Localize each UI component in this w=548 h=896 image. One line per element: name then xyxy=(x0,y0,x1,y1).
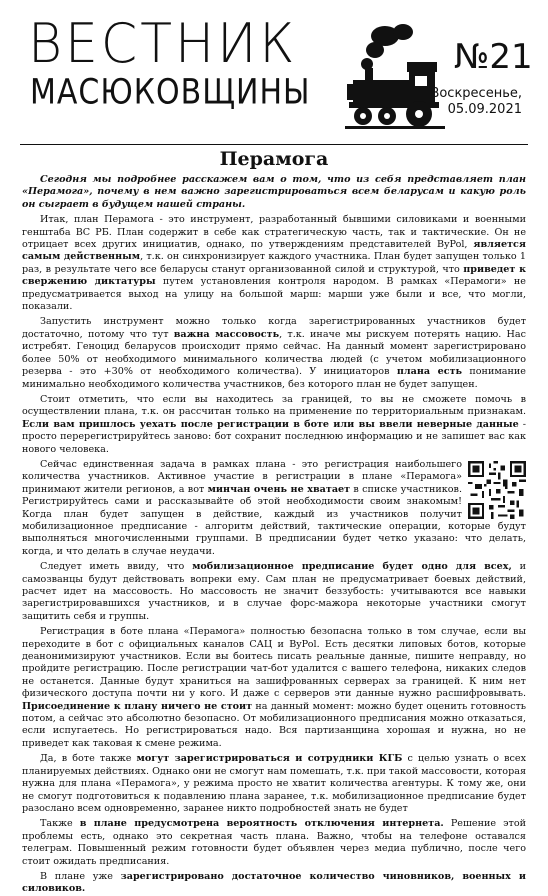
paragraph-8: Также в плане предусмотрена вероятность отключения интернета. Решение этой проблемы есть, однако это секретная часть плана. Важно, чтобы на телефоне оставался телеграм. Повышенный режим готовности будет объявлен через медиа публично, после чего стоит ожидать предписания. xyxy=(22,818,526,867)
newspaper-title-line2: МАСЮКОВЩИНЫ xyxy=(30,72,311,113)
paragraph-9: В плане уже зарегистрировано достаточное количество чиновников, военных и силовиков. xyxy=(22,870,526,895)
article-body xyxy=(22,174,527,895)
paragraph-5: Следует иметь ввиду, что мобилизационное предписание будет одно для всех, и самозванцы будут действовать вопреки ему. Сам план не предусматривает боевых действий, расчет идет на массовость. Но массовость не значит беззубость: учитываются все навыки зарегистрировавшихся участников, и в случае форс-мажора некоторые участники смогут защитить себя и группы. xyxy=(22,561,526,622)
steam-locomotive-icon xyxy=(345,22,445,130)
newspaper-title-line1: ВЕСТНИК xyxy=(28,12,298,76)
paragraph-2: Запустить инструмент можно только когда зарегистрированных участников будет достаточно, потому что тут важна массовость, т.к. иначе мы рискуем потерять нацию. Нас истребят. Геноцид беларусов происходит прямо сейчас. На данный момент зарегистрировано более 50% от необходимого минимального количества людей (с учетом мобилизационного резерва - это +30% от необходимого количества). У инициаторов плана есть понимание минимально необходимого количества участников, без которого план не будет запущен. xyxy=(22,316,526,390)
paragraph-6: Регистрация в боте плана «Перамога» полностью безопасна только в том случае, если вы переходите в бот с официальных каналов САЦ и ByPol. Есть десятки липовых ботов, которые деанонимизируют участников. Если вы боитесь писать реальные данные, пишите неправду, но пройдите регистрацию. После регистрации чат-бот удалится с вашего телефона, никаких следов не останется. Данные будут храниться на зашифрованных серверах за границей. К ним нет физического доступа почти ни у кого. И даже с серверов эти данные нужно расшифровывать. Присоединение к плану ничего не стоит на данный момент: можно будет оценить готовность потом, а сейчас это абсолютно безопасно. От мобилизационного предписания можно отказаться, если испугаетесь. Но регистрироваться надо. Вся партизанщина хорошая и нужна, но не приведет как таковая к смене режима. xyxy=(22,626,526,749)
qr-code-icon[interactable] xyxy=(468,461,526,519)
paragraph-1: Итак, план Перамога - это инструмент, разработанный бывшими силовиками и военными генштаба ВС РБ. План содержит в себе как стратегическую часть, так и тактические. Он не отрицает всех других инициатив, однако, по утверждениям представителей ByPol, является самым действенным, т.к. он синхронизирует каждого участника. План будет запущен только 1 раз, в результате чего все беларусы станут организованной силой и структурой, что приведет к свержению диктатуры путем установления контроля народом. В рамках «Перамоги» не предусматривается выход на улицу на большой марш: марши уже были и все, что могли, показали. xyxy=(22,214,526,313)
issue-number: №21 xyxy=(454,37,533,77)
paragraph-7: Да, в боте также могут зарегистрироваться и сотрудники КГБ с целью узнать о всех планируемых действиях. Однако они не смогут нам помешать, т.к. при такой массовости, которая нужна для плана «Перамога», у режима просто не хватит количества агентуры. К тому же, они не смогут подготовиться к подавлению плана заранее, т.к. мобилизационное предписание будет разослано всем одновременно, заранее никто подробностей знать не будет xyxy=(22,753,526,814)
paragraph-3: Стоит отметить, что если вы находитесь за границей, то вы не сможете помочь в осуществлении плана, т.к. он рассчитан только на применение по территориальным признакам. Если вам пришлось уехать после регистрации в боте или вы ввели неверные данные - просто перерегистрируйтесь заново: бот сохранит последнюю информацию и не запишет вас как нового человека. xyxy=(22,393,527,455)
article-title: Перамога xyxy=(219,148,329,170)
issue-weekday: Воскресенье, xyxy=(430,86,522,101)
article-lead: Сегодня мы подробнее расскажем вам о том, что из себя представляет план «Перамога», почему в нем важно зарегистрироваться всем беларусам и какую роль он сыграет в будущем нашей страны. xyxy=(22,174,526,210)
paragraph-4: Сейчас единственная задача в рамках плана - это регистрация наибольшего количества участников. Активное участие в регистрации в плане «Перамога» принимают жители регионов, а вот минчан очень не хватает в списке участников. Регистрируйтесь сами и рассказывайте об этой необходимости своим знакомым! Когда план будет запущен в действие, каждый из участников получит мобилизационное предписание - алгоритм действий, тактические операции, которые будут выполняться многочисленными группами. В предписании будет четко указано: что делать, когда, и что делать в случае неудачи. xyxy=(22,458,526,557)
issue-date: 05.09.2021 xyxy=(447,102,522,117)
header-divider xyxy=(20,144,528,145)
masthead xyxy=(0,0,548,148)
